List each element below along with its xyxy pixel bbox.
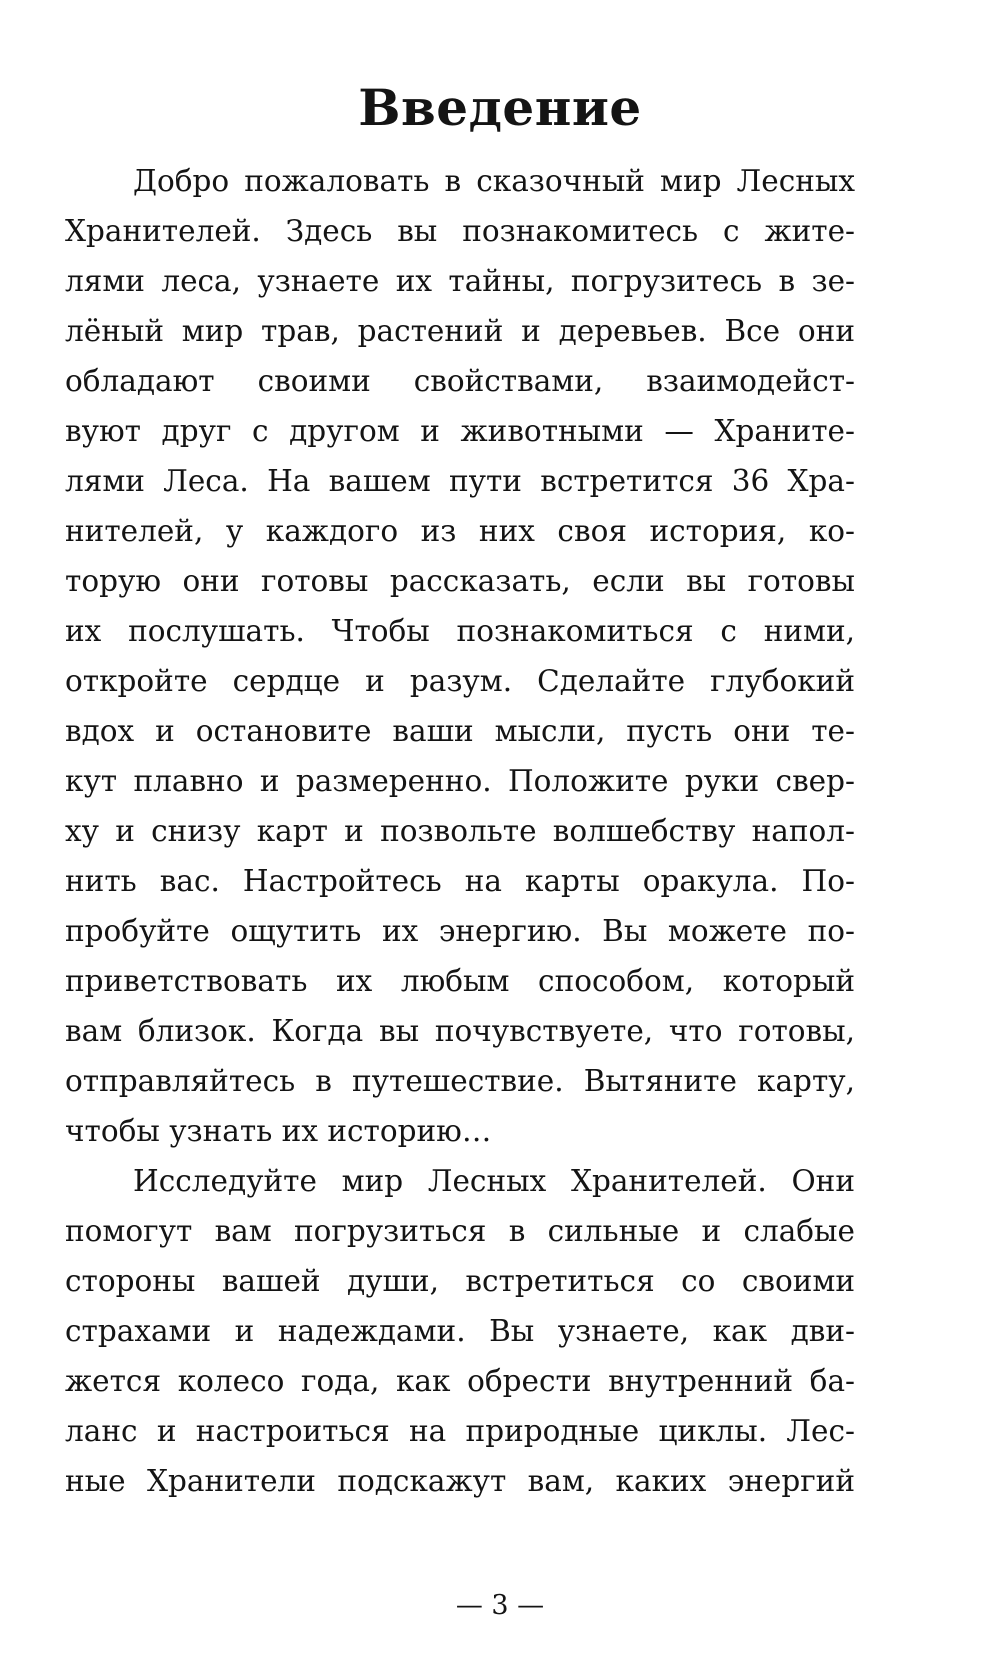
text-line: Исследуйте мир Лесных Хранителей. Они bbox=[133, 1164, 855, 1198]
text-line: Хранителей. Здесь вы познакомитесь с жите- bbox=[65, 214, 855, 248]
paragraph-2 bbox=[65, 1156, 855, 1506]
text-line: чтобы узнать их историю… bbox=[65, 1114, 492, 1148]
chapter-title: Введение bbox=[358, 78, 642, 137]
text-line: нителей, у каждого из них своя история, ко- bbox=[65, 514, 855, 548]
text-line: лями Леса. На вашем пути встретится 36 Хра- bbox=[65, 464, 855, 498]
text-line: вам близок. Когда вы почувствуете, что готовы, bbox=[65, 1014, 855, 1048]
text-line: откройте сердце и разум. Сделайте глубокий bbox=[65, 664, 855, 698]
text-line: нить вас. Настройтесь на карты оракула. По- bbox=[65, 864, 855, 898]
text-line: лями леса, узнаете их тайны, погрузитесь в зе- bbox=[65, 264, 855, 298]
text-line: Добро пожаловать в сказочный мир Лесных bbox=[133, 164, 855, 198]
text-line: торую они готовы рассказать, если вы готовы bbox=[65, 564, 855, 598]
text-line: ху и снизу карт и позвольте волшебству напол- bbox=[65, 814, 855, 848]
body-text bbox=[65, 156, 855, 1506]
text-line: помогут вам погрузиться в сильные и слабые bbox=[65, 1214, 855, 1248]
text-line: жется колесо года, как обрести внутренний ба- bbox=[65, 1364, 855, 1398]
text-line: страхами и надеждами. Вы узнаете, как дви- bbox=[65, 1314, 855, 1348]
paragraph-1 bbox=[65, 156, 855, 1156]
text-line: пробуйте ощутить их энергию. Вы можете по- bbox=[65, 914, 855, 948]
text-line: обладают своими свойствами, взаимодейст- bbox=[65, 364, 855, 398]
text-line: приветствовать их любым способом, который bbox=[65, 964, 855, 998]
text-line: лёный мир трав, растений и деревьев. Все они bbox=[65, 314, 855, 348]
page-number: — 3 — bbox=[455, 1590, 545, 1621]
text-line: стороны вашей души, встретиться со своими bbox=[65, 1264, 855, 1298]
text-line: отправляйтесь в путешествие. Вытяните карту, bbox=[65, 1064, 855, 1098]
text-line: кут плавно и размеренно. Положите руки свер- bbox=[65, 764, 855, 798]
text-line: ные Хранители подскажут вам, каких энергий bbox=[65, 1464, 855, 1498]
text-line: ланс и настроиться на природные циклы. Лес- bbox=[65, 1414, 855, 1448]
text-line: вдох и остановите ваши мысли, пусть они те- bbox=[65, 714, 855, 748]
text-line: вуют друг с другом и животными — Храните- bbox=[65, 414, 855, 448]
text-line: их послушать. Чтобы познакомиться с ними, bbox=[65, 614, 855, 648]
